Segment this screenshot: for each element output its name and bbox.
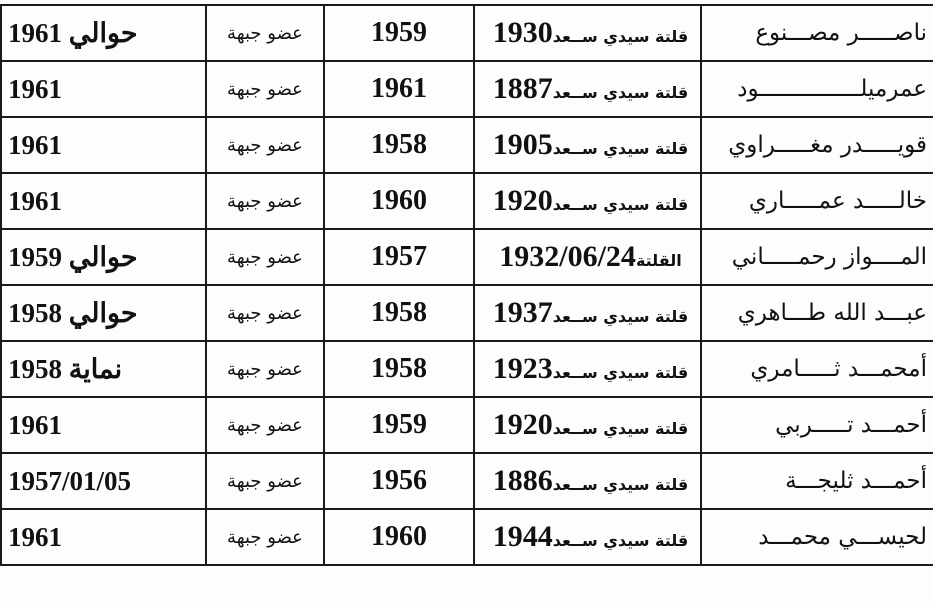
birth-year: 1886 <box>492 464 553 497</box>
role-cell: عضو جبهة <box>206 117 324 173</box>
birth-year: 1932/06/24 <box>499 240 636 273</box>
name-cell: ناصـــــر مصـــنوع <box>701 5 933 61</box>
join-year-cell: 1961 <box>324 61 474 117</box>
birth-cell <box>474 397 701 453</box>
birth-place: قلتة سيدي ســعد <box>552 27 689 46</box>
name-cell: لحيســـي محمـــد <box>701 509 933 565</box>
join-year-cell: 1958 <box>324 341 474 397</box>
join-year-cell: 1957 <box>324 229 474 285</box>
birth-cell <box>474 509 701 565</box>
end-date-cell: 1961 <box>1 117 206 173</box>
end-date-cell: 1957/01/05 <box>1 453 206 509</box>
table-row <box>1 5 933 61</box>
join-year-cell: 1959 <box>324 5 474 61</box>
birth-cell <box>474 453 701 509</box>
table-row <box>1 341 933 397</box>
role-cell: عضو جبهة <box>206 61 324 117</box>
role-cell: عضو جبهة <box>206 453 324 509</box>
name-cell: أحمـــد تـــــربي <box>701 397 933 453</box>
table-row <box>1 117 933 173</box>
birth-cell <box>474 341 701 397</box>
end-date-cell: نماية 1958 <box>1 341 206 397</box>
name-cell: أمحمـــد ثـــــامري <box>701 341 933 397</box>
role-cell: عضو جبهة <box>206 5 324 61</box>
join-year-cell: 1958 <box>324 285 474 341</box>
birth-place: قلتة سيدي ســعد <box>552 195 689 214</box>
birth-place: القلتة <box>635 251 682 270</box>
join-year-cell: 1960 <box>324 173 474 229</box>
birth-cell <box>474 229 701 285</box>
role-cell: عضو جبهة <box>206 173 324 229</box>
birth-year: 1944 <box>492 520 553 553</box>
name-cell: أحمـــد ثليجـــة <box>701 453 933 509</box>
birth-year: 1937 <box>492 296 553 329</box>
name-cell: المــــواز رحمـــــاني <box>701 229 933 285</box>
name-cell: قويـــــدر مغـــــراوي <box>701 117 933 173</box>
end-date-cell: 1961 <box>1 509 206 565</box>
end-date-cell: 1961 <box>1 173 206 229</box>
name-cell: خالـــــد عمـــــاري <box>701 173 933 229</box>
birth-place: قلتة سيدي ســعد <box>552 307 689 326</box>
end-date-cell: 1961 <box>1 397 206 453</box>
birth-place: قلتة سيدي ســعد <box>552 531 689 550</box>
birth-year: 1887 <box>492 72 553 105</box>
name-cell: عبـــد الله طـــاهري <box>701 285 933 341</box>
join-year-cell: 1960 <box>324 509 474 565</box>
role-cell: عضو جبهة <box>206 397 324 453</box>
join-year-cell: 1959 <box>324 397 474 453</box>
members-table <box>0 4 933 566</box>
birth-place: قلتة سيدي ســعد <box>552 475 689 494</box>
table-row <box>1 397 933 453</box>
birth-year: 1923 <box>492 352 553 385</box>
role-cell: عضو جبهة <box>206 341 324 397</box>
birth-cell <box>474 61 701 117</box>
table-row <box>1 509 933 565</box>
table-row <box>1 61 933 117</box>
table-row <box>1 453 933 509</box>
role-cell: عضو جبهة <box>206 285 324 341</box>
end-date-cell: حوالي 1958 <box>1 285 206 341</box>
join-year-cell: 1956 <box>324 453 474 509</box>
birth-cell <box>474 117 701 173</box>
birth-year: 1920 <box>492 184 553 217</box>
end-date-cell: حوالي 1961 <box>1 5 206 61</box>
birth-cell <box>474 5 701 61</box>
birth-place: قلتة سيدي ســعد <box>552 363 689 382</box>
birth-place: قلتة سيدي ســعد <box>552 419 689 438</box>
birth-place: قلتة سيدي ســعد <box>552 83 689 102</box>
name-cell: عمرميلـــــــــــــــود <box>701 61 933 117</box>
join-year-cell: 1958 <box>324 117 474 173</box>
birth-year: 1905 <box>492 128 553 161</box>
birth-year: 1930 <box>492 16 553 49</box>
table-row <box>1 173 933 229</box>
end-date-cell: حوالي 1959 <box>1 229 206 285</box>
table-row <box>1 285 933 341</box>
birth-place: قلتة سيدي ســعد <box>552 139 689 158</box>
birth-cell <box>474 173 701 229</box>
role-cell: عضو جبهة <box>206 229 324 285</box>
birth-cell <box>474 285 701 341</box>
birth-year: 1920 <box>492 408 553 441</box>
end-date-cell: 1961 <box>1 61 206 117</box>
table-row <box>1 229 933 285</box>
role-cell: عضو جبهة <box>206 509 324 565</box>
